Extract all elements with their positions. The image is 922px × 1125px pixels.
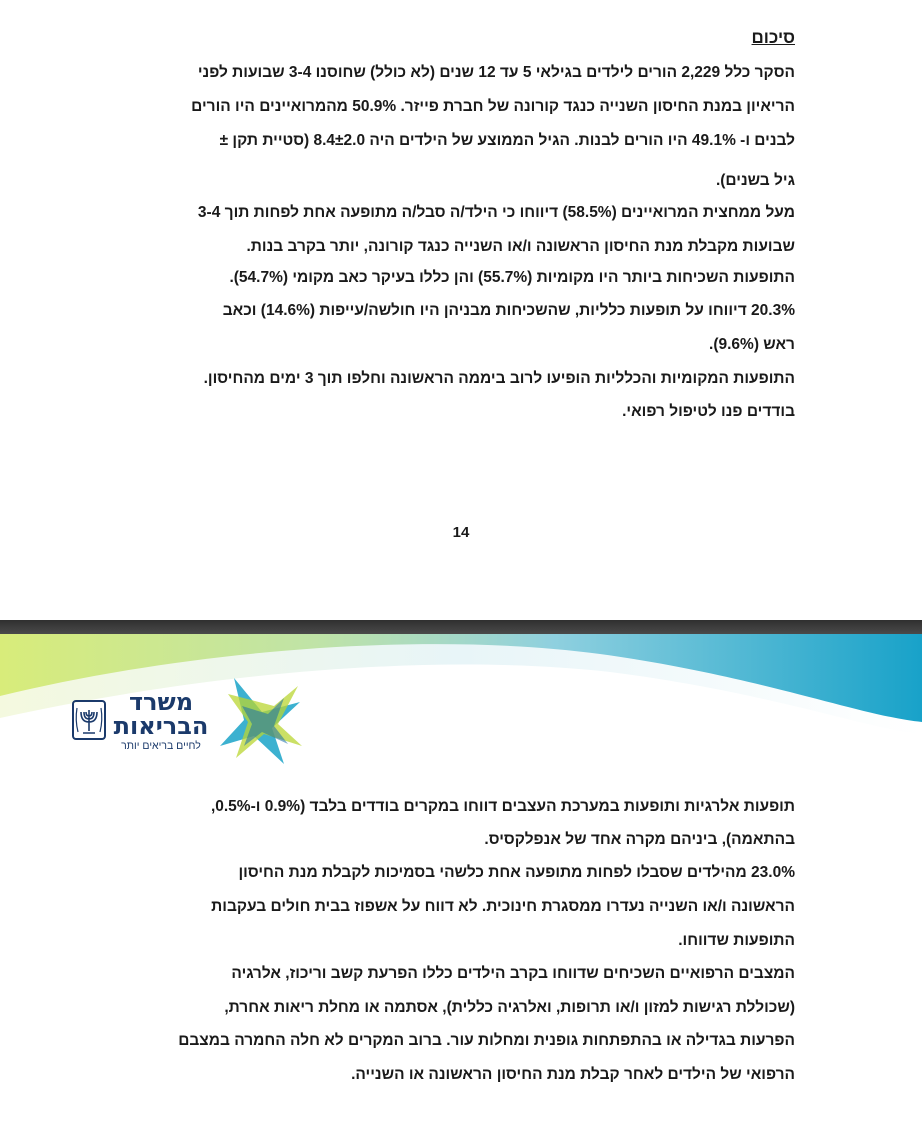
findings-line-7: (שכוללת רגישות למזון ו/או תרופות, ואלרגיה כללית), אסתמה או מחלת ריאות אחרת, (224, 999, 795, 1016)
summary-line-4: גיל בשנים). (715, 172, 795, 189)
findings-line-2: בהתאמה), ביניהם מקרה אחד של אנפלקסיס. (484, 831, 795, 848)
summary-line-10: התופעות המקומיות והכלליות הופיעו לרוב ביממה הראשונה וחלפו תוך 3 ימים מהחיסון. (203, 370, 795, 387)
findings-line-9: הרפואי של הילדים לאחר קבלת מנת החיסון הראשונה או השנייה. (351, 1066, 795, 1083)
ministry-name-line1: משרד (128, 688, 194, 716)
summary-line-11: בודדים פנו לטיפול רפואי. (622, 403, 795, 420)
summary-line-1: הסקר כלל 2,229 הורים לילדים בגילאי 5 עד 12 שנים (לא כולל) שחוסנו 3-4 שבועות לפני (197, 64, 795, 81)
summary-line-2: הריאיון במנת החיסון השנייה כנגד קורונה של חברת פייזר. 50.9% מהמרואיינים היו הורים (191, 98, 795, 115)
findings-line-1: תופעות אלרגיות ותופעות במערכת העצבים דווחו במקרים בודדים בלבד (0.9% ו-0.5%, (210, 798, 795, 815)
findings-line-6: המצבים הרפואיים השכיחים שדווחו בקרב הילדים כללו הפרעת קשב וריכוז, אלרגיה (231, 965, 795, 982)
page-separator (0, 620, 922, 634)
summary-line-7: התופעות השכיחות ביותר היו מקומיות (55.7%) והן כללו בעיקר כאב מקומי (54.7%). (229, 269, 795, 286)
summary-line-9: ראש (9.6%). (709, 336, 795, 353)
findings-line-3: 23.0% מהילדים שסבלו לפחות מתופעה אחת כלשהי בסמיכות לקבלת מנת החיסון (238, 864, 795, 881)
findings-line-8: הפרעות בגדילה או בהתפתחות גופנית ומחלות עור. ברוב המקרים לא חלה החמרה במצבם (178, 1032, 795, 1049)
findings-line-5: התופעות שדווחו. (678, 932, 795, 949)
ministry-logo-text (108, 690, 214, 752)
findings-line-4: הראשונה ו/או השנייה נעדרו ממסגרת חינוכית. לא דווח על אשפוז בבית חולים בעקבות (211, 898, 795, 915)
menorah-emblem-icon (72, 700, 106, 740)
summary-line-6: שבועות מקבלת מנת החיסון הראשונה ו/או השנייה כנגד קורונה, יותר בקרב בנות. (246, 238, 795, 255)
section-heading-summary: סיכום (751, 28, 795, 47)
summary-line-5: מעל ממחצית המרואיינים (58.5%) דיווחו כי הילד/ה סבל/ה מתופעה אחת לפחות תוך 3-4 (197, 204, 795, 221)
star-logo-icon (214, 676, 306, 766)
summary-line-3: לבנים ו- 49.1% היו הורים לבנות. הגיל הממוצע של הילדים היה 8.4±2.0 (סטיית תקן ± (219, 132, 795, 149)
ministry-name-line2: הבריאות (113, 712, 209, 740)
page-number: 14 (452, 524, 470, 541)
ministry-slogan: לחיים בריאים יותר (121, 740, 201, 752)
summary-line-8: 20.3% דיווחו על תופעות כלליות, שהשכיחות מבניהן היו חולשה/עייפות (14.6%) וכאב (222, 302, 795, 319)
